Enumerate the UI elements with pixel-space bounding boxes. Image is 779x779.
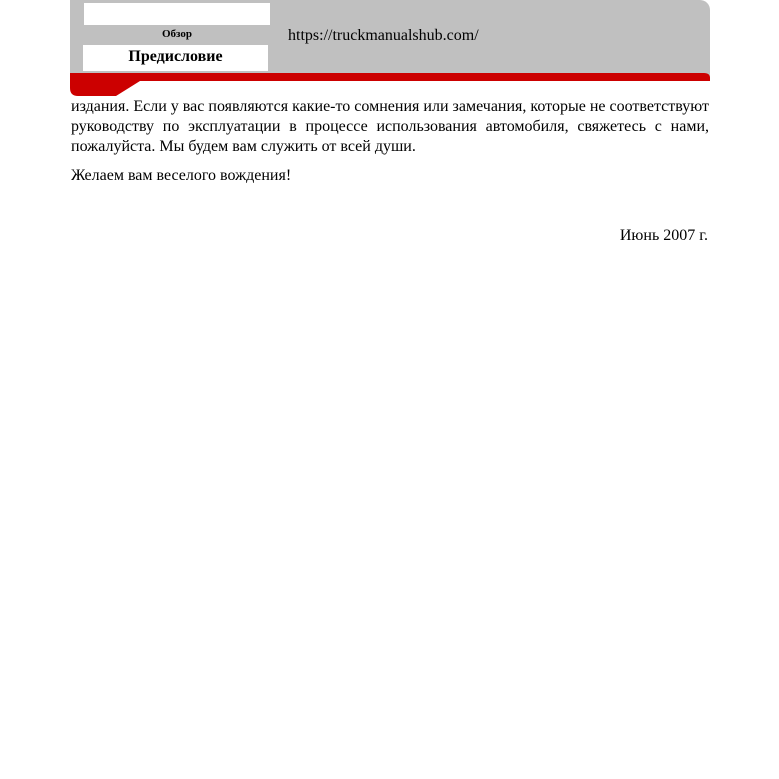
- document-body: [71, 97, 709, 186]
- closing-wish: Желаем вам веселого вождения!: [71, 167, 292, 184]
- decorative-dot: [466, 84, 475, 93]
- decorative-dot: [486, 84, 495, 93]
- paragraph: издания. Если у вас появляются какие-то сомнения или замечания, которые не соответствуют руководству по эксплуатации в процессе использования автомобиля, свяжетесь с нами, пожалуйста. Мы будем вам служить от всей души.: [71, 98, 709, 155]
- decorative-dot: [506, 84, 515, 93]
- decorative-dot: [626, 84, 635, 93]
- decorative-dot: [526, 84, 535, 93]
- decorative-dot: [586, 84, 595, 93]
- section-label: Обзор: [161, 28, 193, 40]
- decorative-dot: [646, 84, 655, 93]
- decorative-dot: [546, 84, 555, 93]
- red-accent-bar: [70, 72, 710, 96]
- red-accent-shape: [70, 73, 710, 96]
- decorative-dot: [606, 84, 615, 93]
- source-url: https://truckmanualshub.com/: [288, 27, 479, 44]
- document-date: Июнь 2007 г.: [619, 227, 708, 244]
- header-blank-box: [84, 3, 270, 25]
- decorative-dot: [566, 84, 575, 93]
- page-header: [70, 0, 710, 96]
- section-title: Предисловие: [83, 45, 268, 71]
